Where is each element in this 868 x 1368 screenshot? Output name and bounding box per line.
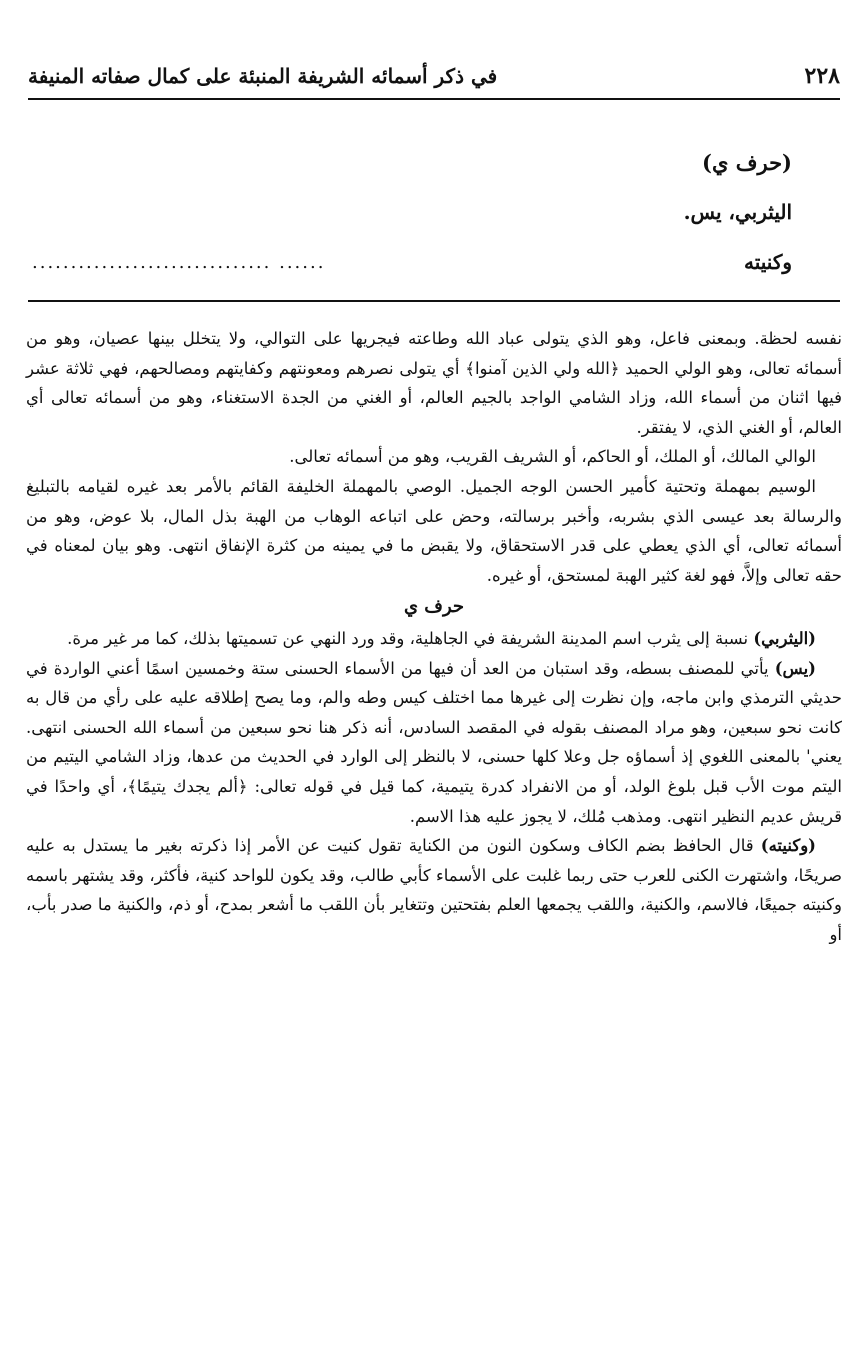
paragraph: الوسيم بمهملة وتحتية كأمير الحسن الوجه الجميل. الوصي بالمهملة الخليفة القائم بالأمر بعد غيره لقيامه بالتبليغ والرسالة بعد عيسى الذي بشربه، وأخبر برسالته، وحض على اتباعه الوهاب من الهبة بذل المال، بلا عوض، وهو من أسمائه تعالى، أي الذي يعطي على قدر الاستحقاق، ولا يقبض ما في يمينه من كثرة الإنفاق انتهى. وهو بيان لمعناه في حقه تعالى وإلاَّ، فهو لغة كثير الهبة لمستحق، أو غيره. xyxy=(26,476,842,585)
page-number: ٢٢٨ xyxy=(804,63,840,89)
running-title: في ذكر أسمائه الشريفة المنبئة على كمال صفاته المنيفة xyxy=(28,64,498,88)
header-rule xyxy=(28,98,840,100)
box-line-2-dots: ...... ............................... xyxy=(32,252,326,273)
entry-text: يأتي للمصنف بسطه، وقد استبان من العد أن فيها من الأسماء الحسنى ستة وخمسين اسمًا أعني الواردة في حديثي الترمذي وابن ماجه، وإن نظرت إلى غيرها مما اختلف كيس وطه والم، وما يصح إطلاقه عليه على رأي من قال به كانت نحو سبعين، وهو مراد المصنف بقوله في المقصد السادس، أنه ذكر هنا نحو سبعين من أسماء الله الحسنى انتهى. يعني' بالمعنى اللغوي إذ أسماؤه جل وعلا كلها حسنى، لا بالنظر إلى الوارد في الحديث من عدها، وزاد الشامي اليتيم من اليتم موت الأب قبل بلوغ الولد، أو من الانفراد كدرة يتيمية، كما قيل في قوله تعالى: ﴿ألم يجدك يتيمًا﴾، أي واحدًا في قريش عديم النظير انتهى. ومذهب مُلك، لا يجوز عليه هذا الاسم. xyxy=(26,658,842,826)
paragraph: نفسه لحظة. وبمعنى فاعل، وهو الذي يتولى عباد الله وطاعته فيجريها على التوالي، ولا يتخلل بينها عصيان، وهو من أسمائه تعالى، وهو الولي الحميد ﴿الله ولي الذين آمنوا﴾ أي يتولى نصرهم ومعونتهم وكفايتهم ومصالحهم، فهي ثلاثة عشر فيها اثنان من أسماء الله، وزاد الشامي الواجد بالجيم العالم، أو الغني من الجدة الاستغناء، وهو من أسمائه تعالى أي العالم، أو الغني الذي، لا يفتقر. xyxy=(26,329,842,437)
entry-keyword: (اليثربي) xyxy=(753,628,816,648)
box-rule xyxy=(28,300,840,302)
paragraph xyxy=(26,831,842,949)
section-heading: حرف ي xyxy=(403,596,465,618)
paragraph: الوالي المالك، أو الملك، أو الحاكم، أو الشريف القريب، وهو من أسمائه تعالى. xyxy=(289,447,816,467)
entry-text: نسبة إلى يثرب اسم المدينة الشريفة في الجاهلية، وقد ورد النهي عن تسميتها بذلك، كما مر غير مرة. xyxy=(67,628,754,648)
entry-keyword: (وكنيته) xyxy=(760,836,816,856)
box-line-1: اليثربي، يس. xyxy=(683,200,792,224)
paragraph xyxy=(26,624,842,654)
page-header xyxy=(28,58,840,94)
entry-text: قال الحافظ بضم الكاف وسكون النون من الكناية تقول كنيت عن الأمر إذا ذكرته بغير ما يستدل به عليه صريحًا، واشتهرت الكنى للعرب حتى ربما غلبت على الأسماء كأبي طالب، وقد يكون للواحد كنية، فأكثر، وقد يشتهر باسمه وكنيته جميعًا، فالاسم، والكنية، واللقب يجمعها العلم بفتحتين وتتغاير بأن اللقب ما أشعر بمدح، أو ذم، والكنية ما صدر بأب، أو xyxy=(26,836,842,944)
chapter-summary-box xyxy=(28,138,840,288)
main-text xyxy=(26,324,842,949)
entry-keyword: (يس) xyxy=(774,658,816,678)
paragraph xyxy=(26,654,842,832)
box-heading: (حرف ي) xyxy=(702,150,792,175)
box-line-2-label: وكنيته xyxy=(743,250,792,274)
